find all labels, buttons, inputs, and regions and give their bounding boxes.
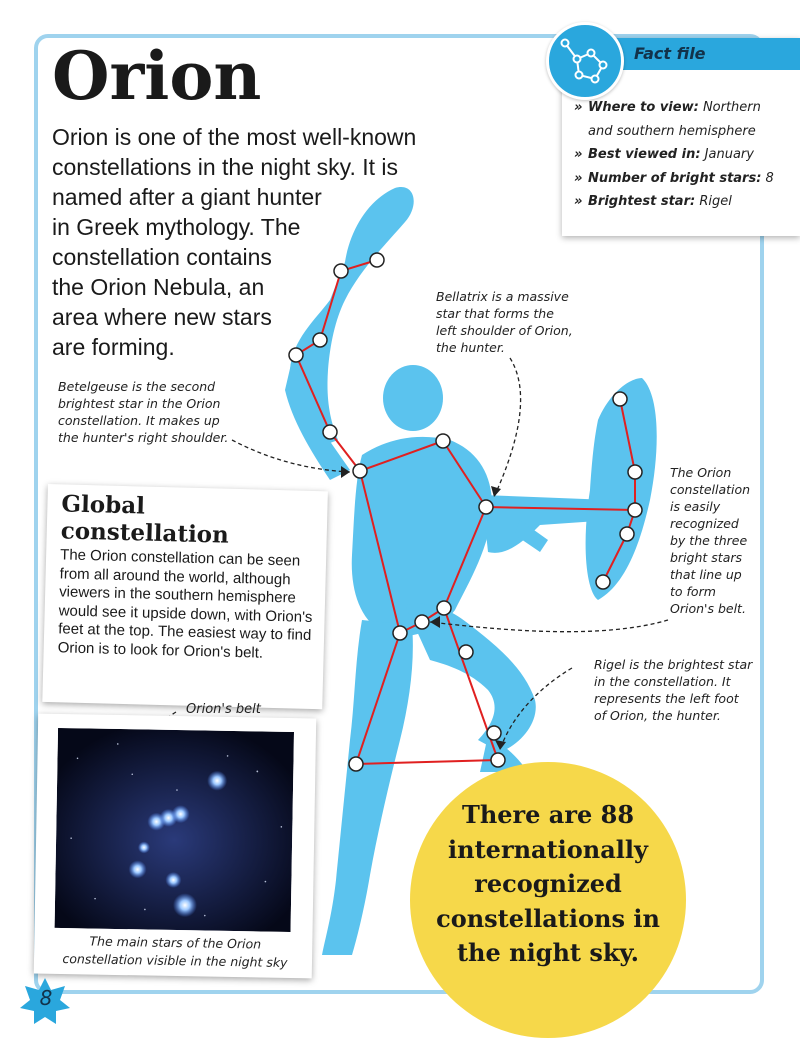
callout-line: in the constellation. It bbox=[594, 674, 731, 689]
fact-item: » Number of bright stars: 8 bbox=[574, 167, 774, 191]
intro-line: named after a giant hunter bbox=[52, 184, 322, 210]
callout-line: The Orion bbox=[670, 465, 732, 480]
intro-line: in Greek mythology. The bbox=[52, 214, 301, 240]
callout-line: left shoulder of Orion, bbox=[436, 323, 573, 338]
page-number: 8 bbox=[39, 986, 53, 1010]
fact-item: » Where to view: Northern bbox=[574, 96, 774, 120]
callout-line: Orion's belt. bbox=[670, 601, 746, 616]
callout-line: Bellatrix is a massive bbox=[436, 289, 569, 304]
callout-line: Rigel is the brightest star bbox=[594, 657, 753, 672]
intro-line: constellation contains bbox=[52, 244, 272, 270]
fact-circle bbox=[410, 762, 686, 1038]
fact-item: » Best viewed in: January bbox=[574, 143, 774, 167]
callout-line: of Orion, the hunter. bbox=[594, 708, 721, 723]
callout-line: the hunter. bbox=[436, 340, 505, 355]
intro-line: constellations in the night sky. It is bbox=[52, 154, 399, 180]
callout-line: bright stars bbox=[670, 550, 743, 565]
intro-line: the Orion Nebula, an bbox=[52, 274, 265, 300]
callout-line: brightest star in the Orion bbox=[58, 396, 221, 411]
global-body: The Orion constellation can be seen from all around the world, although viewers in the southern hemisphere would see it upside down, with Orion's feet at the top. The easiest way to find Orion is to look for Orion's belt. bbox=[57, 546, 313, 662]
fact-circle-text: There are 88 internationally recognized constellations in the night sky. bbox=[436, 800, 660, 967]
callout-line: that line up bbox=[670, 567, 742, 582]
callout-line: is easily bbox=[670, 499, 721, 514]
callout-line: represents the left foot bbox=[594, 691, 739, 706]
fact-item: » Brightest star: Rigel bbox=[574, 190, 774, 214]
global-heading: Global constellation bbox=[60, 490, 230, 549]
photo-caption: The main stars of the Orion constellation visible in the night sky bbox=[62, 933, 288, 970]
callout-line: constellation bbox=[670, 482, 751, 497]
night-sky-photo bbox=[55, 728, 294, 932]
callout-line: the hunter's right shoulder. bbox=[58, 430, 229, 445]
callout-bellatrix bbox=[436, 288, 606, 356]
callout-line: Betelgeuse is the second bbox=[58, 379, 216, 394]
callout-betelgeuse bbox=[58, 378, 258, 446]
belt-label: Orion's belt bbox=[186, 702, 261, 717]
intro-line: area where new stars bbox=[52, 304, 272, 330]
global-constellation-card bbox=[42, 484, 328, 709]
fact-file-title: Fact file bbox=[634, 44, 706, 63]
photo-card bbox=[34, 714, 316, 979]
fact-list bbox=[574, 96, 774, 214]
intro-line: are forming. bbox=[52, 334, 175, 360]
page-title: Orion bbox=[52, 37, 262, 115]
callout-line: constellation. It makes up bbox=[58, 413, 220, 428]
callout-line: by the three bbox=[670, 533, 748, 548]
callout-rigel bbox=[594, 656, 784, 724]
constellation-badge-icon bbox=[546, 22, 624, 100]
callout-line: recognized bbox=[670, 516, 739, 531]
callout-line: to form bbox=[670, 584, 716, 599]
callout-belt bbox=[670, 464, 780, 617]
fact-item-continuation: and southern hemisphere bbox=[588, 123, 756, 139]
intro-line: Orion is one of the most well-known bbox=[52, 124, 417, 150]
callout-line: star that forms the bbox=[436, 306, 554, 321]
